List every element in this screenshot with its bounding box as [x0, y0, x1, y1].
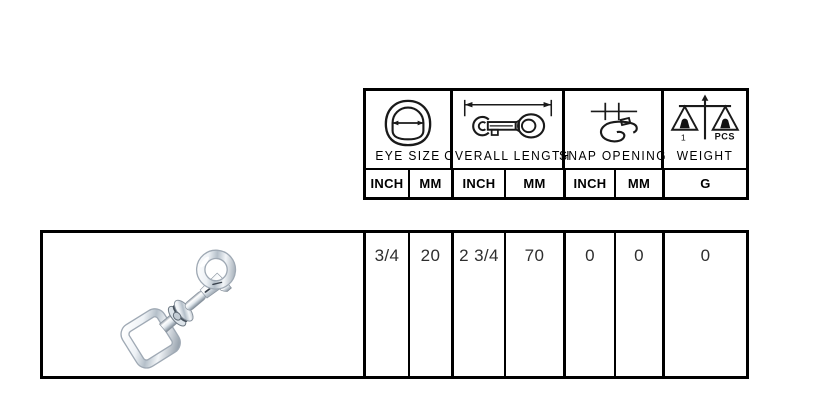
value-snap-opening-inch: 0: [566, 233, 616, 376]
value-eye-size-inch: 3/4: [366, 233, 410, 376]
weight-icon-left-pan-label: 1: [680, 132, 686, 143]
value-snap-opening-mm: 0: [616, 233, 665, 376]
spec-header-table: [363, 88, 749, 200]
header-group-eye-size: [366, 91, 453, 168]
unit-snap-opening-inch: INCH: [566, 170, 616, 198]
snap-opening-icon: [577, 91, 649, 150]
header-label-eye-size: EYE SIZE: [375, 148, 441, 164]
unit-eye-size-mm: MM: [410, 170, 454, 198]
unit-weight-g: G: [700, 175, 711, 192]
header-group-weight: [664, 91, 746, 168]
value-weight-g: 0: [700, 246, 711, 265]
weight-icon-right-pan-label: PCS: [714, 131, 735, 142]
spec-data-table: [40, 230, 749, 379]
header-label-snap-opening: SNAP OPENING: [559, 148, 667, 164]
header-label-overall-length: OVERALL LENGTH: [444, 148, 571, 164]
weight-icon: [665, 90, 745, 150]
header-label-weight: WEIGHT: [676, 148, 734, 164]
product-image-cell: [43, 233, 366, 376]
unit-overall-length-inch: INCH: [454, 170, 506, 198]
value-eye-size-mm: 20: [410, 233, 454, 376]
eye-size-icon: [379, 91, 437, 150]
overall-length-icon: [458, 91, 558, 150]
unit-eye-size-inch: INCH: [366, 170, 410, 198]
snap-hook-product-image: [115, 241, 277, 371]
unit-snap-opening-mm: MM: [616, 170, 665, 198]
value-overall-length-inch: 2 3/4: [454, 233, 506, 376]
header-icon-row: [366, 91, 746, 168]
header-group-overall-length: [444, 91, 571, 168]
value-overall-length-mm: 70: [506, 233, 566, 376]
header-unit-row: [366, 168, 746, 197]
header-group-snap-opening: [559, 91, 667, 168]
unit-overall-length-mm: MM: [506, 170, 566, 198]
